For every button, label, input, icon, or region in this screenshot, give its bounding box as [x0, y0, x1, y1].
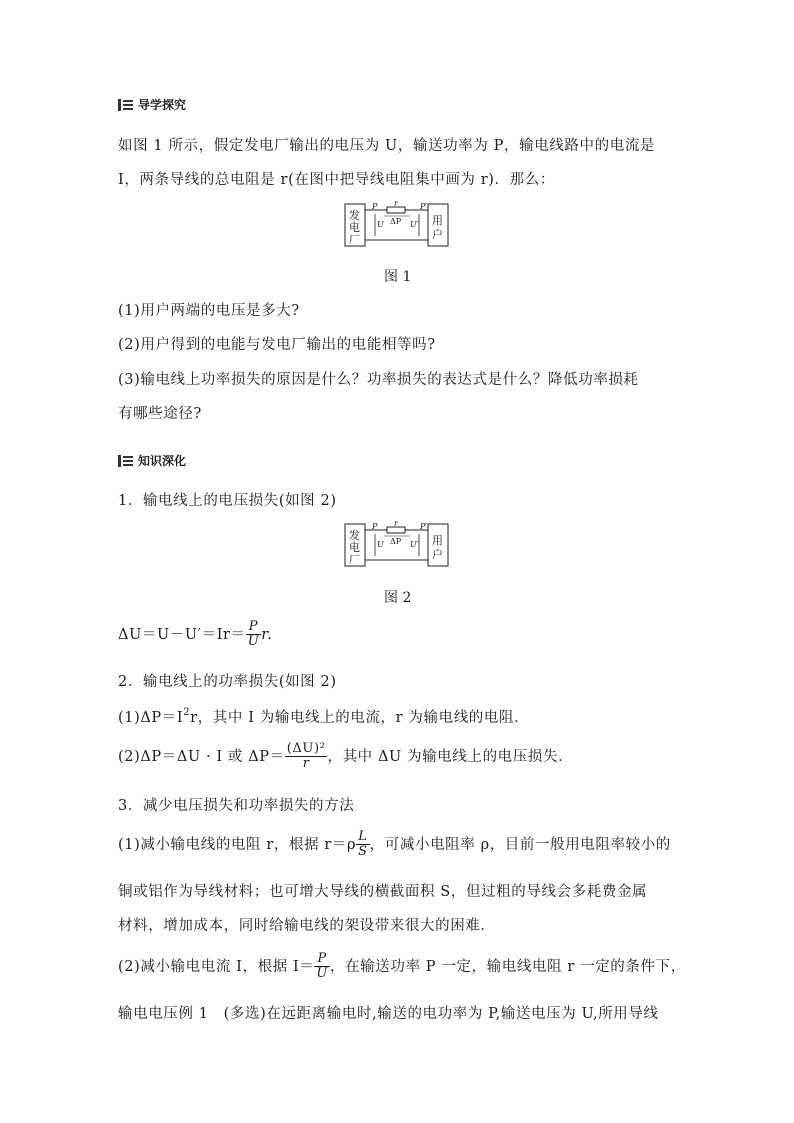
user-char-2: 户	[432, 228, 443, 241]
label-r: r	[394, 199, 398, 208]
fraction-numerator: P	[246, 620, 262, 635]
intro-line-2: I，两条导线的总电阻是 r(在图中把导线电阻集中画为 r)．那么：	[118, 172, 555, 188]
method-1-line-3: 材料，增加成本，同时给输电线的架设带来很大的困难．	[118, 918, 496, 934]
label-p-prime: P′	[420, 202, 428, 211]
question-2: (2)用户得到的电能与发电厂输出的电能相等吗?	[118, 337, 436, 353]
superscript: 2	[183, 707, 191, 718]
question-3-cont: 有哪些途径?	[118, 406, 202, 422]
fraction-denominator: U	[247, 634, 260, 649]
label-r: r	[394, 519, 398, 528]
question-3: (3)输电线上功率损失的原因是什么？功率损失的表达式是什么？降低功率损耗	[118, 372, 639, 388]
method-2-line-1	[118, 952, 686, 981]
section-marker-icon	[118, 455, 133, 467]
formula-voltage-loss	[118, 620, 272, 649]
intro-line-1: 如图 1 所示，假定发电厂输出的电压为 U，输送功率为 P，输电线路中的电流是	[118, 138, 656, 154]
power-loss-formula-2	[118, 742, 573, 771]
formula-lhs: ΔU＝U－U′＝Ir＝	[118, 626, 246, 643]
label-u-prime: U′	[410, 220, 419, 229]
circuit-figure-1	[344, 199, 450, 248]
user-char-1: 用	[432, 534, 443, 547]
label-p: P	[372, 522, 378, 531]
formula-part: ，其中 ΔU 为输电线上的电压损失．	[327, 748, 574, 765]
label-delta-p: ΔP	[390, 537, 402, 546]
circuit-figure-2	[344, 519, 450, 568]
fraction-p-over-u	[246, 620, 262, 649]
source-char-1: 发	[349, 209, 360, 222]
formula-part: ，可减小电阻率 ρ，目前一般用电阻率较小的	[369, 836, 671, 853]
label-u: U	[377, 540, 384, 549]
label-u: U	[377, 220, 384, 229]
formula-part: (2)减小输电电流 I，根据 I＝	[118, 958, 315, 975]
section-heading-guided-inquiry	[118, 96, 186, 113]
formula-part: (1)减小输电线的电阻 r，根据 r＝ρ	[118, 836, 357, 853]
section-title: 导学探究	[138, 98, 187, 112]
figure-caption-2: 图 2	[384, 590, 412, 606]
power-loss-formula-1	[118, 708, 529, 730]
formula-tail: r.	[261, 626, 273, 643]
item-1-heading: 1．输电线上的电压损失(如图 2)	[118, 493, 337, 509]
label-p-prime: P′	[420, 522, 428, 531]
fraction-numerator: (ΔU)²	[286, 741, 326, 756]
formula-part: (1)ΔP＝I	[118, 710, 184, 726]
fraction-p-over-u	[314, 952, 330, 981]
example-1-line: 输电电压例 1 (多选)在远距离输电时,输送的电功率为 P,输送电压为 U,所用导线	[118, 1006, 659, 1022]
source-char-3: 厂	[349, 233, 360, 246]
method-1-line-2: 铜或铝作为导线材料；也可增大导线的横截面积 S，但过粗的导线会多耗费金属	[118, 884, 648, 900]
fraction-du2-over-r	[285, 742, 328, 771]
fraction-denominator: S	[358, 844, 368, 859]
source-char-3: 厂	[349, 553, 360, 566]
method-1-line-1	[118, 830, 671, 859]
item-3-heading: 3．减少电压损失和功率损失的方法	[118, 798, 355, 814]
source-char-2: 电	[349, 221, 360, 234]
fraction-denominator: U	[316, 966, 328, 981]
fraction-numerator: L	[356, 830, 370, 845]
item-2-heading: 2．输电线上的功率损失(如图 2)	[118, 674, 337, 690]
section-title: 知识深化	[138, 454, 187, 468]
user-char-2: 户	[432, 548, 443, 561]
source-char-1: 发	[349, 529, 360, 542]
fraction-denominator: r	[302, 756, 310, 771]
formula-part: ，在输送功率 P 一定，输电线电阻 r 一定的条件下，	[329, 958, 686, 975]
section-marker-icon	[118, 99, 133, 111]
user-char-1: 用	[432, 214, 443, 227]
formula-part: r，其中 I 为输电线上的电流，r 为输电线的电阻．	[190, 710, 530, 726]
question-1: (1)用户两端的电压是多大?	[118, 303, 300, 319]
fraction-numerator: P	[314, 952, 330, 967]
fraction-l-over-s	[356, 830, 370, 859]
label-delta-p: ΔP	[390, 217, 402, 226]
section-heading-knowledge-deepening	[118, 452, 186, 469]
source-char-2: 电	[349, 541, 360, 554]
label-p: P	[372, 202, 378, 211]
formula-part: (2)ΔP＝ΔU · I 或 ΔP＝	[118, 748, 285, 765]
figure-caption-1: 图 1	[384, 269, 412, 285]
label-u-prime: U′	[410, 540, 419, 549]
